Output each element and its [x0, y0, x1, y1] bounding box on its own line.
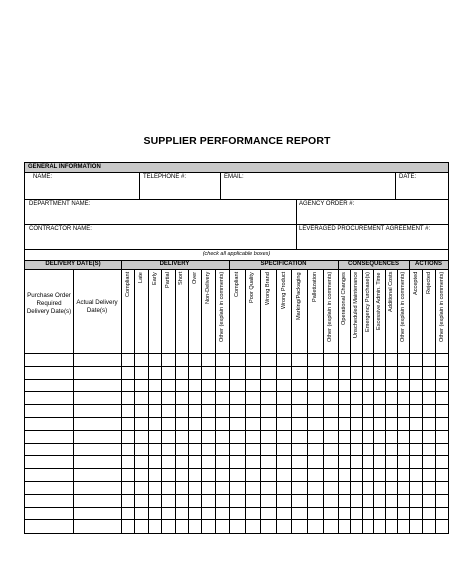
delivery-header: DELIVERY	[159, 261, 190, 267]
leveraged-agreement-label: LEVERAGED PROCUREMENT AGREEMENT #:	[299, 226, 431, 232]
column-label: Compliant	[124, 272, 131, 298]
po-required-date-header: Purchase Order Required Delivery Date(s)	[26, 292, 72, 315]
column-label: Other (explain in comments)	[399, 272, 406, 343]
column-label: Over	[191, 272, 198, 285]
table-row-line	[25, 391, 448, 392]
date-label: DATE:	[399, 174, 417, 180]
consequences-header: CONSEQUENCES	[347, 261, 399, 267]
column-label: Emergency Purchase(s)	[364, 272, 371, 332]
table-row-line	[25, 379, 448, 380]
table-row-line	[25, 443, 448, 444]
supplier-performance-form	[24, 162, 449, 534]
name-label: NAME:	[33, 174, 53, 180]
column-label: Excessive Admin. Time	[376, 272, 383, 330]
column-label: Poor Quality	[249, 272, 256, 303]
column-label: Wrong Product	[280, 272, 287, 310]
column-label: Rejected	[425, 272, 432, 295]
table-row-line	[25, 507, 448, 508]
column-label: Marking/Packaging	[296, 272, 303, 320]
actions-header: ACTIONS	[415, 261, 442, 267]
column-label: Other (explain in comments)	[438, 272, 445, 343]
table-row-line	[25, 455, 448, 456]
column-label: Accepted	[412, 272, 419, 296]
column-label: Partial	[164, 272, 171, 288]
table-row-line	[25, 481, 448, 482]
department-name-label: DEPARTMENT NAME:	[29, 201, 91, 207]
column-divider	[121, 261, 122, 533]
check-note: (check all applicable boxes)	[202, 251, 271, 257]
column-divider	[409, 261, 410, 533]
general-info-title: GENERAL INFORMATION	[28, 164, 101, 170]
column-label: Late	[138, 272, 145, 283]
table-row-line	[25, 519, 448, 520]
email-label: EMAIL:	[224, 174, 244, 180]
email-field[interactable]	[220, 172, 395, 199]
column-label: Compliant	[233, 272, 240, 298]
column-divider	[229, 261, 230, 533]
column-label: Unscheduled Maintenance	[352, 272, 359, 339]
column-label: Short	[178, 272, 185, 286]
column-label: Non-Delivery	[205, 272, 212, 305]
actual-delivery-date-header: Actual Delivery Date(s)	[76, 299, 118, 314]
page-title: SUPPLIER PERFORMANCE REPORT	[143, 135, 331, 147]
column-label: Wrong Brand	[265, 272, 271, 305]
header-divider	[25, 353, 448, 354]
delivery-dates-header: DELIVERY DATE(S)	[45, 261, 101, 267]
table-row-line	[25, 430, 448, 431]
column-label: Other (explain in comments)	[218, 272, 225, 343]
contractor-name-label: CONTRACTOR NAME:	[29, 226, 92, 232]
column-divider	[338, 261, 339, 533]
table-row-line	[25, 468, 448, 469]
agency-order-label: AGENCY ORDER #:	[299, 201, 355, 207]
column-label: Additional Costs	[388, 272, 395, 313]
table-row-line	[25, 366, 448, 367]
table-row-line	[25, 417, 448, 418]
column-label: Palletization	[311, 272, 318, 303]
column-label: Early	[151, 272, 158, 285]
table-row-line	[25, 494, 448, 495]
column-label: Other (explain in comments)	[327, 272, 334, 343]
table-row-line	[25, 404, 448, 405]
telephone-label: TELEPHONE #:	[143, 174, 187, 180]
column-label: Operational Changes	[340, 272, 347, 325]
specification-header: SPECIFICATION	[260, 261, 307, 267]
